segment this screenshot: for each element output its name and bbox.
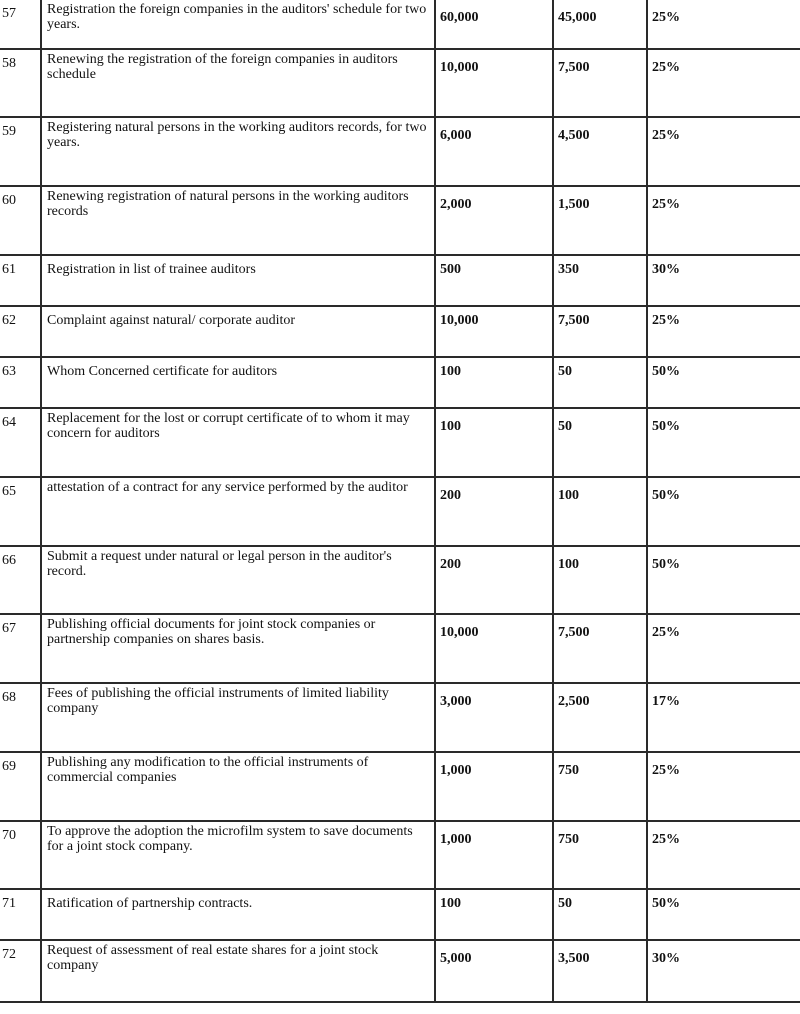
discounted-amount: 750	[553, 752, 647, 821]
fee-amount: 6,000	[435, 117, 553, 186]
discounted-amount: 4,500	[553, 117, 647, 186]
row-number: 72	[0, 940, 41, 1002]
fee-amount: 1,000	[435, 752, 553, 821]
row-number: 58	[0, 49, 41, 117]
discounted-amount: 7,500	[553, 306, 647, 357]
fee-amount: 1,000	[435, 821, 553, 889]
service-description: Ratification of partnership contracts.	[41, 889, 435, 940]
discounted-amount: 45,000	[553, 0, 647, 49]
service-description: Replacement for the lost or corrupt certificate of to whom it may concern for auditors	[41, 408, 435, 477]
fee-amount: 3,000	[435, 683, 553, 752]
fee-amount: 60,000	[435, 0, 553, 49]
discounted-amount: 100	[553, 546, 647, 614]
row-number: 71	[0, 889, 41, 940]
discount-rate: 25%	[647, 117, 800, 186]
discount-rate: 25%	[647, 0, 800, 49]
discount-rate: 25%	[647, 186, 800, 255]
fee-amount: 200	[435, 546, 553, 614]
row-number: 59	[0, 117, 41, 186]
service-description: attestation of a contract for any service performed by the auditor	[41, 477, 435, 546]
table-row	[0, 614, 800, 683]
discount-rate: 30%	[647, 255, 800, 306]
service-description: Publishing any modification to the official instruments of commercial companies	[41, 752, 435, 821]
discount-rate: 25%	[647, 821, 800, 889]
row-number: 68	[0, 683, 41, 752]
table-row	[0, 49, 800, 117]
row-number: 66	[0, 546, 41, 614]
fee-amount: 5,000	[435, 940, 553, 1002]
row-number: 65	[0, 477, 41, 546]
row-number: 63	[0, 357, 41, 408]
discount-rate: 25%	[647, 752, 800, 821]
service-description: Publishing official documents for joint stock companies or partnership companies on shares basis.	[41, 614, 435, 683]
service-description: Registering natural persons in the working auditors records, for two years.	[41, 117, 435, 186]
discounted-amount: 100	[553, 477, 647, 546]
row-number: 61	[0, 255, 41, 306]
table-row	[0, 255, 800, 306]
discounted-amount: 1,500	[553, 186, 647, 255]
table-row	[0, 357, 800, 408]
table-row	[0, 117, 800, 186]
discount-rate: 50%	[647, 889, 800, 940]
discount-rate: 50%	[647, 546, 800, 614]
discounted-amount: 50	[553, 357, 647, 408]
discount-rate: 30%	[647, 940, 800, 1002]
discount-rate: 50%	[647, 408, 800, 477]
fee-amount: 2,000	[435, 186, 553, 255]
service-description: Registration the foreign companies in the auditors' schedule for two years.	[41, 0, 435, 49]
table-row	[0, 889, 800, 940]
row-number: 70	[0, 821, 41, 889]
row-number: 57	[0, 0, 41, 49]
row-number: 64	[0, 408, 41, 477]
discounted-amount: 3,500	[553, 940, 647, 1002]
table-row	[0, 408, 800, 477]
service-description: Renewing registration of natural persons in the working auditors records	[41, 186, 435, 255]
table-row	[0, 940, 800, 1002]
discount-rate: 50%	[647, 357, 800, 408]
discounted-amount: 50	[553, 889, 647, 940]
table-row	[0, 752, 800, 821]
row-number: 62	[0, 306, 41, 357]
discount-rate: 25%	[647, 614, 800, 683]
table-row	[0, 186, 800, 255]
fee-amount: 100	[435, 408, 553, 477]
row-number: 69	[0, 752, 41, 821]
service-description: Renewing the registration of the foreign companies in auditors schedule	[41, 49, 435, 117]
discount-rate: 25%	[647, 49, 800, 117]
discount-rate: 25%	[647, 306, 800, 357]
discounted-amount: 350	[553, 255, 647, 306]
service-description: To approve the adoption the microfilm system to save documents for a joint stock company.	[41, 821, 435, 889]
table-row	[0, 546, 800, 614]
discounted-amount: 7,500	[553, 49, 647, 117]
row-number: 60	[0, 186, 41, 255]
table-row	[0, 0, 800, 49]
fee-amount: 200	[435, 477, 553, 546]
fee-amount: 10,000	[435, 49, 553, 117]
discount-rate: 17%	[647, 683, 800, 752]
table-row	[0, 306, 800, 357]
discounted-amount: 750	[553, 821, 647, 889]
table-row	[0, 477, 800, 546]
discounted-amount: 7,500	[553, 614, 647, 683]
fee-amount: 500	[435, 255, 553, 306]
service-description: Whom Concerned certificate for auditors	[41, 357, 435, 408]
row-number: 67	[0, 614, 41, 683]
service-description: Complaint against natural/ corporate auditor	[41, 306, 435, 357]
table-row	[0, 683, 800, 752]
fee-amount: 10,000	[435, 614, 553, 683]
service-description: Registration in list of trainee auditors	[41, 255, 435, 306]
fee-amount: 100	[435, 357, 553, 408]
service-description: Submit a request under natural or legal person in the auditor's record.	[41, 546, 435, 614]
discount-rate: 50%	[647, 477, 800, 546]
service-description: Fees of publishing the official instruments of limited liability company	[41, 683, 435, 752]
fee-amount: 10,000	[435, 306, 553, 357]
service-description: Request of assessment of real estate shares for a joint stock company	[41, 940, 435, 1002]
discounted-amount: 2,500	[553, 683, 647, 752]
table-row	[0, 821, 800, 889]
discounted-amount: 50	[553, 408, 647, 477]
fee-amount: 100	[435, 889, 553, 940]
